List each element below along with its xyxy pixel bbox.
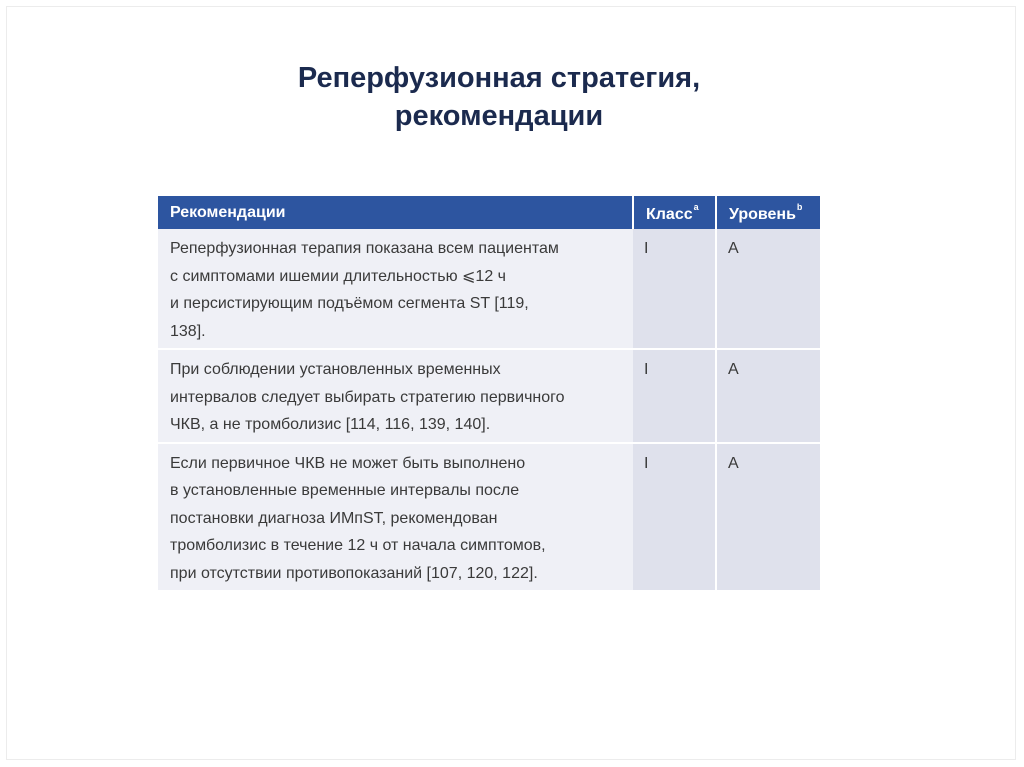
recommendation-line: тромболизис в течение 12 ч от начала симптомов, [170,537,546,554]
class-cell: I [633,349,716,443]
recommendation-line: при отсутствии противопоказаний [107, 120, 122]. [170,564,538,582]
slide-title [7,59,991,135]
level-cell: A [716,229,820,349]
slide-title-line-1: Реперфузионная стратегия, [297,62,701,94]
table-row [158,349,820,443]
recommendation-line: 138]. [170,322,206,340]
table-row [158,443,820,592]
recommendation-text [158,349,633,443]
class-cell: I [633,229,716,349]
recommendation-line: и персистирующим подъёмом сегмента ST [119, [170,295,529,312]
header-level-label: Уровень [729,205,796,223]
header-class-footnote: a [693,201,699,212]
recommendation-line: При соблюдении установленных временных [170,361,501,378]
header-class-label: Класс [646,205,693,223]
recommendation-text [158,229,633,349]
recommendation-line: Если первичное ЧКВ не может быть выполнено [170,454,526,472]
recommendation-line: с симптомами ишемии длительностью ⩽12 ч [170,267,506,285]
recommendation-line: ЧКВ, а не тромболизис [114, 116, 139, 140]. [170,416,491,433]
header-level-footnote: b [796,201,803,212]
level-cell: A [716,443,820,592]
recommendation-line: постановки диагноза ИМпST, рекомендован [170,509,498,527]
header-class [633,196,716,229]
table-row [158,229,820,349]
recommendation-line: Реперфузионная терапия показана всем пациентам [170,240,559,257]
table-header-row [158,196,820,229]
header-recommendations [158,196,633,229]
class-cell: I [633,443,716,592]
recommendation-line: интервалов следует выбирать стратегию первичного [170,388,565,406]
header-recommendations-label: Рекомендации [170,203,286,221]
recommendation-text [158,443,633,592]
recommendation-line: в установленные временные интервалы после [170,482,520,499]
header-level [716,196,820,229]
level-cell: A [716,349,820,443]
recommendations-table [158,196,820,592]
slide-title-line-2: рекомендации [394,100,604,132]
